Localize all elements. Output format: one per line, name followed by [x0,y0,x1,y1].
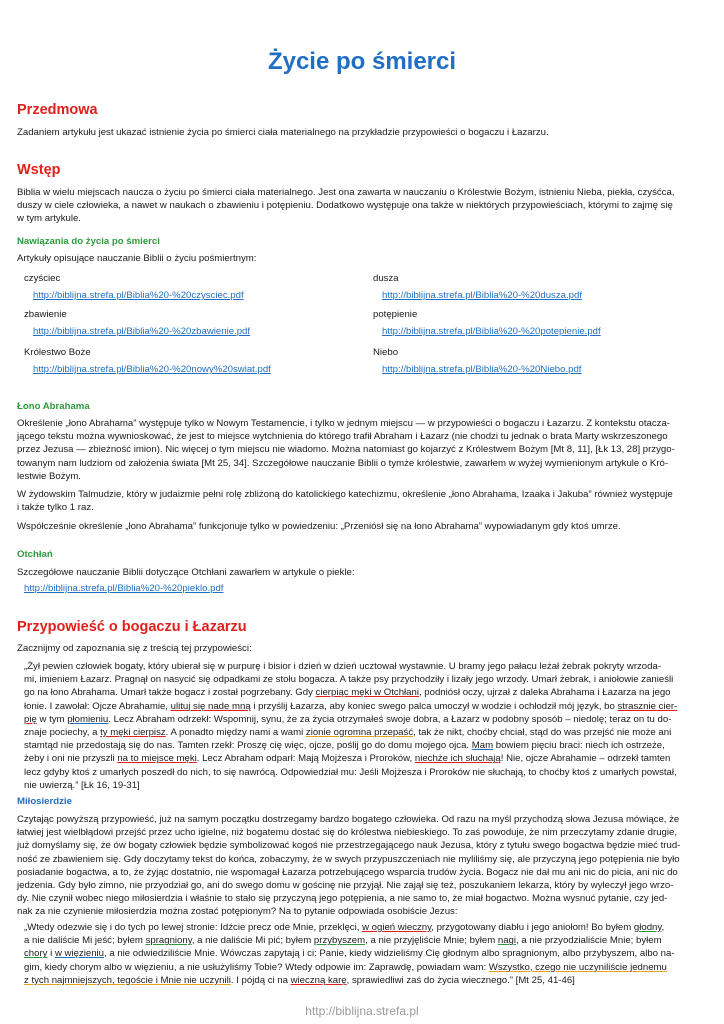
highlighted-phrase: w ogień wieczny [362,922,432,933]
quote-line: stamtąd nie przedostają się do nas. Tamten rzekł: Proszę cię więc, ojcze, poślij go do domu mojego ojca. Mam bowiem pięciu braci: niech ich ostrzeże, [24,740,665,752]
quote-line: pię w tym płomieniu. Lecz Abraham odrzekł: Wspomnij, synu, że za życia otrzymałeś swoje dobra, a Łazarz w podobny sposób – niedolę; teraz on tu do- [24,713,672,725]
highlighted-phrase: chory [24,948,48,960]
quote-line: żeby i oni nie przyszli na to miejsce męki. Lecz Abraham odparł: Mają Mojżesza i Proroków, niechże ich słuchają! Nie, ojcze Abrahamie – odrzekł tamten [24,753,671,765]
quote-line: mi, imieniem Łazarz. Pragnął on nasycić się odpadkami ze stołu bogacza. A także psy przychodziły i lizały jego wrzody. Umarł żebrak, i aniołowie zanieśli [24,674,674,686]
otchlan-text: Szczegółowe nauczanie Biblii dotyczące Otchłani zawarłem w artykule o piekle: [17,567,355,578]
highlighted-phrase: na to miejsce męki [117,753,197,765]
link-label-potepienie: potępienie [373,309,418,320]
link-label-czysciec: czyściec [24,273,61,284]
milosierdzie-line: Czytając powyższą przypowieść, już na samym początku dostrzegamy bardzo bogatego człowieka. Od razu na myśl przychodzą słowa Jezusa mówiące, że [17,814,680,825]
nawiazania-intro: Artykuły opisujące nauczanie Biblii o życiu pośmiertnym: [17,253,257,264]
milosierdzie-line: posiadanie bogactwa, a to, że żyjąc dostatnio, nie wspomagał Łazarza potrzebującego wsparcia trudów życia. Bogacz nie dał mu ani nic do picia, ani nic do [17,866,678,878]
milosierdzie-line: ność ze zbawieniem się. Gdy doczytamy tekst do końca, zobaczymy, że w swych przypuszczeniach nie myliliśmy się, ale przyczyną jego potępienia nie było [17,853,680,865]
lono-line: Określenie „łono Abrahama” występuje tylko w Nowym Testamencie, i tylko w jednym miejscu — w przypowieści o bogaczu i Łazarzu. Z kontekstu otacza- [17,418,670,429]
milosierdzie-line: nak za nie czynienie miłosierdzia można zostać potępionym? Na to pytanie odpowiada osobiście Jezus: [17,906,458,918]
footer-url: http://biblijna.strefa.pl [305,1004,419,1018]
wstep-paragraph [17,186,707,226]
lono-paragraph-1 [17,417,707,483]
quote-line: łonie. I zawołał: Ojcze Abrahamie, ulituj się nade mną i przyślij Łazarza, aby koniec swego palca umoczył w wodzie i ochłodził mój język, bo strasznie cier- [24,700,678,712]
quote-line: z tych najmniejszych, tegoście i Mnie nie uczynili. I pójdą ci na wieczną karę, sprawiedliwi zaś do życia wiecznego.” [Mt 25, 41-46] [24,974,575,986]
highlighted-phrase: wieczną karę [290,974,347,986]
link-potepienie[interactable]: http://biblijna.strefa.pl/Biblia%20-%20potepienie.pdf [382,326,601,337]
heading-przypowiesc: Przypowieść o bogaczu i Łazarzu [17,619,247,635]
highlighted-phrase: głodny [633,922,662,933]
quote-line: „Wtedy odezwie się i do tych po lewej stronie: Idźcie precz ode Mnie, przeklęci, w ogień wieczny, przygotowany diabłu i jego aniołom! Bo byłem głodny, [24,922,665,933]
heading-lono-abrahama: Łono Abrahama [17,401,90,412]
lono-paragraph-3: Współcześnie określenie „łono Abrahama” funkcjonuje tylko w powiedzeniu: „Przeniósł się na łono Abrahama” wypowiadanym gdy ktoś umrze. [17,521,621,532]
przedmowa-text: Zadaniem artykułu jest ukazać istnienie życia po śmierci ciała materialnego na przykładzie przypowieści o bogaczu i Łazarzu. [17,127,549,138]
link-krolestwo[interactable]: http://biblijna.strefa.pl/Biblia%20-%20nowy%20swiat.pdf [33,364,271,375]
link-zbawienie[interactable]: http://biblijna.strefa.pl/Biblia%20-%20zbawienie.pdf [33,326,251,337]
lono-paragraph-2 [17,488,707,514]
quote-line: nie uwierzą.” [Łk 16, 19-31] [24,779,140,791]
heading-otchlan: Otchłań [17,549,53,560]
link-niebo[interactable]: http://biblijna.strefa.pl/Biblia%20-%20Niebo.pdf [382,364,582,375]
lono-line: przez Jezusa — zbieżność imion). Nic więcej o tym miejscu nie wiadomo. Można natomiast go kojarzyć z Królestwem Bożym [Mt 8, 11], [Łk 13, 28] przygo- [17,444,675,456]
highlighted-phrase: nagi [497,935,517,947]
quote-line: chory i w więzieniu, a nie odwiedziliście Mnie. Wówczas zapytają i ci: Panie, kiedy widzieliśmy Cię głodnym albo spragnionym, albo przybyszem, albo na- [24,948,675,960]
wstep-line: w tym artykule. [17,213,81,225]
highlighted-phrase: cierpiąc męki w Otchłani [315,687,419,699]
link-dusza[interactable]: http://biblijna.strefa.pl/Biblia%20-%20dusza.pdf [382,290,582,301]
przypowiesc-intro: Zacznijmy od zapoznania się z treścią tej przypowieści: [17,643,252,654]
highlighted-phrase: Mam [471,740,494,752]
highlighted-phrase: strasznie cier- [617,700,678,712]
highlighted-phrase: niechże ich słuchają [414,753,501,765]
highlighted-phrase: ulituj się nade mną [170,700,251,712]
link-label-niebo: Niebo [373,347,399,358]
milosierdzie-line: dy. Nie czynił wobec niego miłosierdzia i właśnie to stało się przyczyną jego potępienia, a nie samo to, że miał bogactwo. Można wysnuć pytanie, czy jed- [17,893,668,905]
highlighted-phrase: ty męki cierpisz [100,727,166,739]
quote-line: znaje pociechy, a ty męki cierpisz. A ponadto między nami a wami zionie ogromna przepaść, tak że nikt, choćby chciał, stąd do was przejść nie może ani [24,727,672,739]
quote-line: go na łono Abrahama. Umarł także bogacz i został pogrzebany. Gdy cierpiąc męki w Otchłani, podniósł oczy, ujrzał z daleka Abrahama i Łazarza na jego [24,687,671,699]
lono-line: lestwie Bożym. [17,470,81,482]
milosierdzie-line: już domyślamy się, że ów bogaty człowiek będzie symbolizować kogoś nie przestrzegającego nauk Jezusa, który z tytułu swego bogactwa będzie mieć trud- [17,840,681,852]
highlighted-phrase: w więzieniu [54,948,104,960]
lono-line: towanym nam ludziom od założenia świata [Mt 25, 34]. Szczegółowe nauczanie Biblii o tymże królestwie, zawarłem w wyżej wymienionym artykule o Kró- [17,457,669,469]
heading-milosierdzie: Miłosierdzie [17,796,72,807]
quote-line: gim, kiedy chorym albo w więzieniu, a nie usłużyliśmy Tobie? Wtedy odpowie im: Zaprawdę, powiadam wam: Wszystko, czego nie uczyniliście jednemu [24,961,667,973]
link-label-krolestwo: Królestwo Boże [24,347,91,358]
heading-wstep: Wstęp [17,162,61,178]
highlighted-phrase: płomieniu [67,713,109,725]
highlighted-phrase: Wszystko, czego nie uczyniliście jednemu [488,961,667,973]
highlighted-phrase: pię [24,713,37,725]
quote-line: lecz gdyby ktoś z umarłych poszedł do nich, to się nawrócą. Odpowiedział mu: Jeśli Mojżesza i Proroków nie słuchają, to choćby ktoś z umarłych powstał, [24,766,677,778]
milosierdzie-line: łatwiej jest wielbłądowi przejść przez ucho igielne, niż bogatemu dostać się do królestwa niebieskiego. To zaś powoduje, że nim przeczytamy zdanie drugie, [17,827,678,839]
highlighted-phrase: spragniony [145,935,192,947]
heading-przedmowa: Przedmowa [17,102,98,118]
highlighted-phrase: zionie ogromna przepaść [305,727,414,739]
link-label-dusza: dusza [373,273,399,284]
highlighted-phrase: przybyszem [313,935,366,947]
link-czysciec[interactable]: http://biblijna.strefa.pl/Biblia%20-%20czysciec.pdf [33,290,244,301]
highlighted-phrase: z tych najmniejszych, tegoście i Mnie nie uczynili [24,974,231,986]
quote-line: „Żył pewien człowiek bogaty, który ubierał się w purpurę i bisior i dzień w dzień ucztował wystawnie. U bramy jego pałacu leżał żebrak pokryty wrzoda- [24,661,662,672]
lono-line: W żydowskim Talmudzie, który w judaizmie pełni rolę zbliżoną do katolickiego katechizmu, określenie „łono Abrahama, Izaaka i Jakuba” również występuje [17,489,673,500]
heading-nawiazania: Nawiązania do życia po śmierci [17,236,160,247]
przypowiesc-quote [24,660,708,792]
link-label-zbawienie: zbawienie [24,309,67,320]
link-pieklo[interactable]: http://biblijna.strefa.pl/Biblia%20-%20pieklo.pdf [24,583,224,594]
lono-line: jącego tekstu można wywnioskować, że jest to miejsce wytchnienia do którego trafił Abraham i Łazarz (nie chodzi tu jednak o brata Marty wskrzeszonego [17,431,668,443]
lono-line: i także tylko 1 raz. [17,502,94,514]
milosierdzie-quote [24,921,708,987]
page-title: Życie po śmierci [267,48,457,75]
wstep-line: Biblia w wielu miejscach naucza o życiu po śmierci ciała materialnego. Jest ona zawarta w nauczaniu o Królestwie Bożym, istnieniu Nieba, piekła, czyśćca, [17,187,675,198]
wstep-line: duszy w ciele człowieka, a nawet w naukach o zbawieniu i potępieniu. Dodatkowo występuje ona także w niektórych przypowieściach, którymi to zajmę się [17,200,673,212]
milosierdzie-line: jedzenia. Gdy było zimno, nie przyodział go, ani do swego domu w gościnę nie przyjął. Nie zajął się też, poszukaniem lekarza, który by wyleczył jego wrzo- [17,880,674,892]
quote-line: a nie daliście Mi jeść; byłem spragniony, a nie daliście Mi pić; byłem przybyszem, a nie przyjęliście Mnie; byłem nagi, a nie przyodzialiście Mnie; byłem [24,935,662,947]
milosierdzie-paragraph [17,813,707,919]
